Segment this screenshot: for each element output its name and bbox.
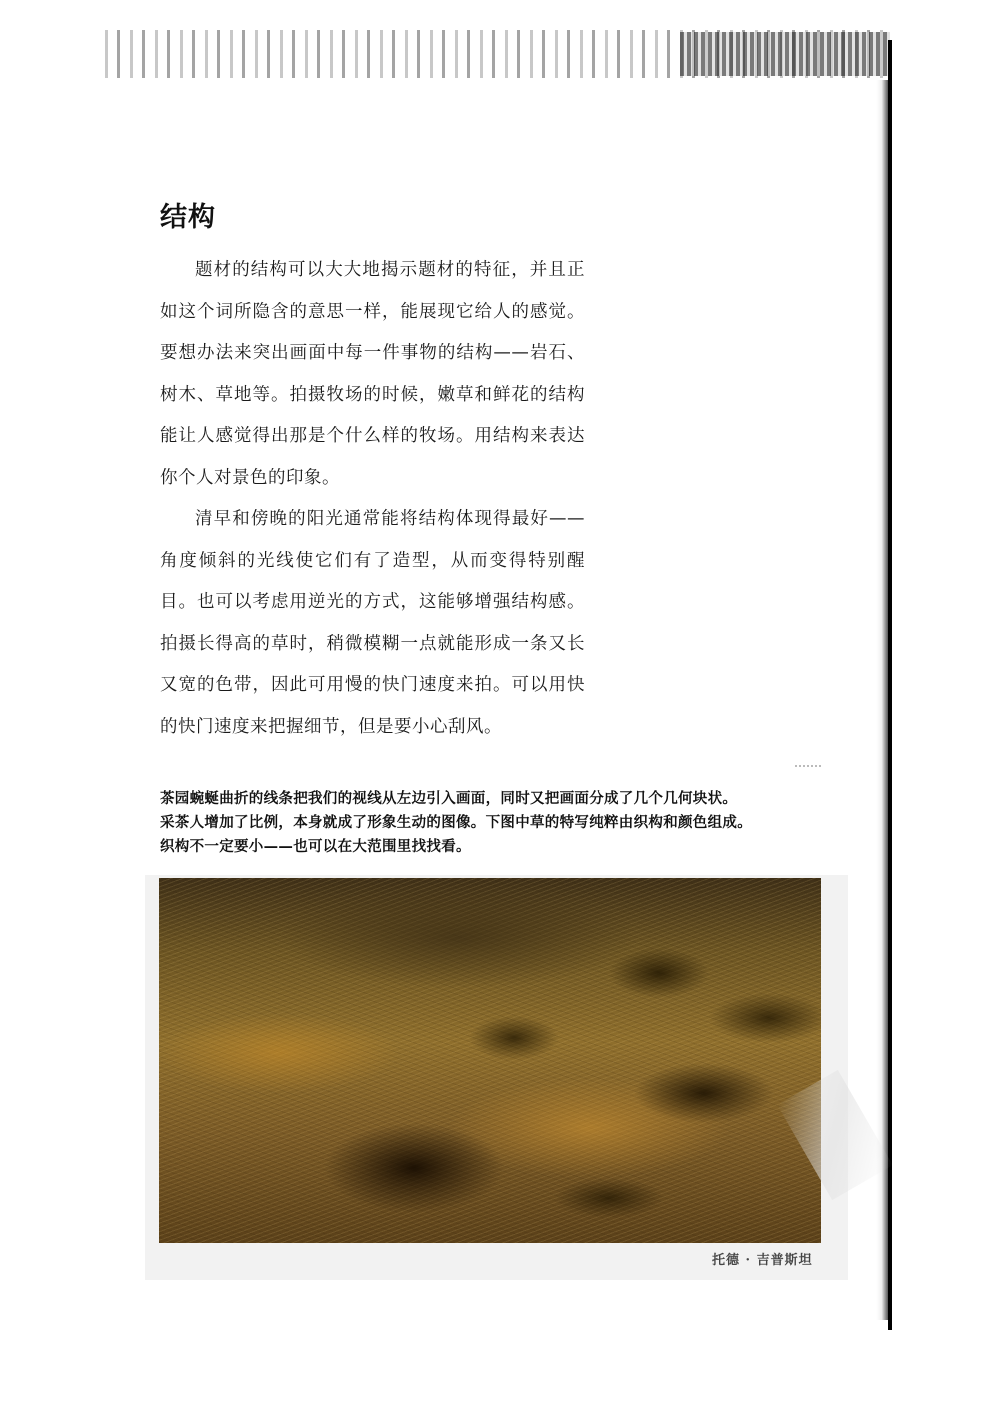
caption-line: 茶园蜿蜒曲折的线条把我们的视线从左边引入画面，同时又把画面分成了几个几何块状。 <box>160 791 738 807</box>
page-title: 结构 <box>160 202 216 233</box>
divider-dots <box>795 765 821 771</box>
photo-credit: 托德 · 吉普斯坦 <box>712 1253 813 1268</box>
paragraph: 清早和傍晚的阳光通常能将结构体现得最好——角度倾斜的光线使它们有了造型，从而变得特别醒目。也可以考虑用逆光的方式，这能够增强结构感。拍摄长得高的草时，稍微模糊一点就能形成一条又长又宽的色带，因此可用慢的快门速度来拍。可以用快的快门速度来把握细节，但是要小心刮风。 <box>160 509 585 737</box>
scan-artifact-top-dark <box>680 32 890 76</box>
caption-line: 采茶人增加了比例，本身就成了形象生动的图像。下图中草的特写纯粹由织构和颜色组成。 <box>160 815 752 831</box>
photo-caption <box>160 787 840 859</box>
scan-edge-line <box>888 40 892 1330</box>
caption-line: 织构不一定要小——也可以在大范围里找找看。 <box>160 839 471 855</box>
body-text <box>160 250 585 748</box>
grass-field-photo <box>159 878 821 1243</box>
paragraph: 题材的结构可以大大地揭示题材的特征，并且正如这个词所隐含的意思一样，能展现它给人的感觉。要想办法来突出画面中每一件事物的结构——岩石、树木、草地等。拍摄牧场的时候，嫩草和鲜花的结构能让人感觉得出那是个什么样的牧场。用结构来表达你个人对景色的印象。 <box>160 260 585 488</box>
